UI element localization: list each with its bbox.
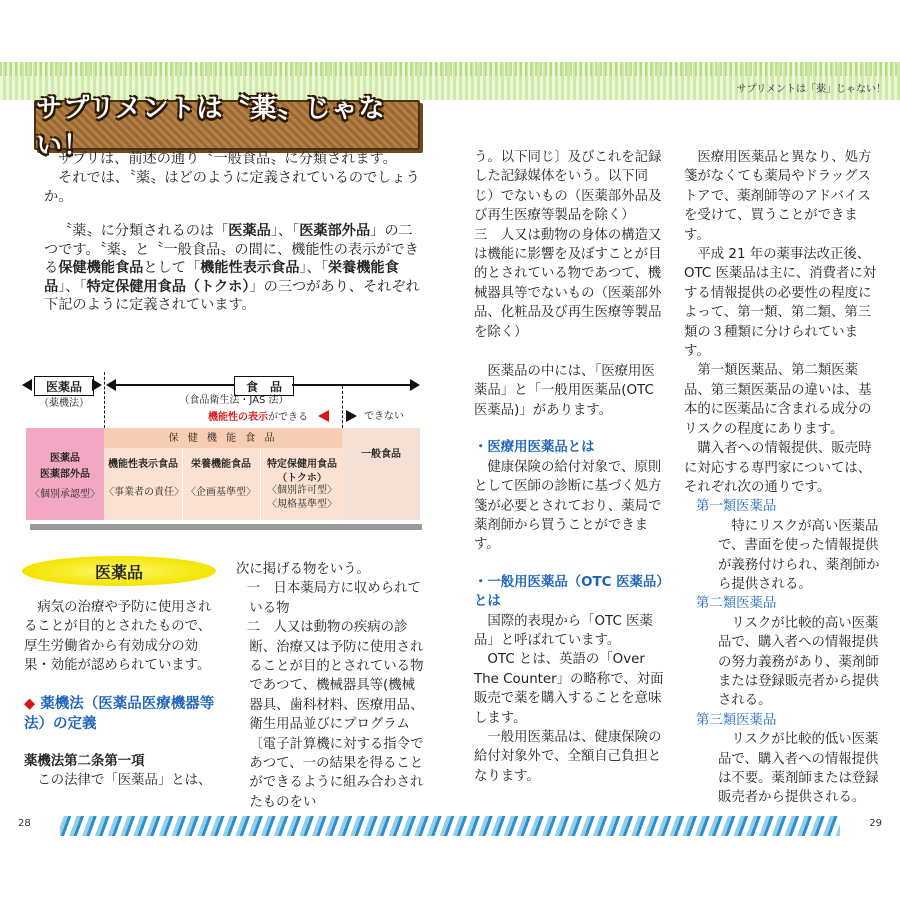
general-food-column — [342, 428, 420, 520]
label-drug: 医薬品 — [34, 376, 94, 396]
arrow-right-head — [92, 379, 102, 391]
left-column — [24, 598, 220, 790]
classification-diagram — [24, 372, 426, 530]
col-functional-title: 機能性表示食品 — [108, 459, 178, 470]
divider — [342, 386, 343, 428]
middle-column — [236, 560, 428, 812]
class1-text: 特にリスクが高い医薬品で、書面を使った情報提供が義務付けられ、薬剤師から提供される。 — [718, 518, 880, 592]
page-title: サプリメントは〝薬〟じゃない！ — [36, 94, 386, 161]
section-pill: 医薬品 — [22, 556, 216, 586]
page-number-right: 29 — [869, 818, 882, 829]
running-header: サプリメントは「薬」じゃない！ — [736, 84, 886, 95]
col-functional-sub: 〈事業者の責任〉 — [104, 487, 184, 498]
law-item: 次に掲げる物をいう。 — [236, 562, 370, 577]
otc-text2: OTC とは、英語の「Over The Counter」の略称で、対面販売で薬を購入することを意味します。 — [474, 652, 664, 726]
red-triangle — [318, 410, 329, 422]
class1-heading: 第一類医薬品 — [696, 499, 777, 515]
page-number-left: 28 — [18, 818, 31, 829]
intro-para2: 〝薬〟に分類されるのは「医薬品」、「医薬部外品」の二つです。〝薬〟と〝一般食品〟の間に、機能性の表示ができる保健機能食品として「機能性表示食品」、「栄養機能食品」、「特定保健用食品（トクホ）」の三つがあり、それぞれ下記のように定義されています。 — [44, 223, 420, 313]
otc-info: 購入者への情報提供、販売時に対応する専門家については、それぞれ次の通りです。 — [684, 441, 872, 495]
label-food: 食 品 — [234, 376, 294, 396]
otc-text1: 国際的表現から「OTC 医薬品」と呼ばれています。 — [474, 613, 653, 648]
pink-quasi-drug: 医薬部外品 — [40, 469, 90, 480]
intro-line2: それでは、〝薬〟はどのように定義されているのでしょうか。 — [44, 170, 420, 205]
class2-heading: 第二類医薬品 — [696, 596, 777, 612]
class3-text: リスクが比較的低い医薬品で、購入者への情報提供は不要。薬剤師または登録販売者から提供される。 — [718, 732, 879, 806]
pink-drug: 医薬品 — [50, 453, 80, 464]
divider — [260, 448, 261, 520]
fourth-column — [684, 148, 880, 808]
col-tokuho-sub: 〈個別許可型〉〈規格基準型〉 — [267, 485, 337, 510]
func-line: 機能性の表示ができる — [208, 412, 308, 423]
food-arrow-line — [116, 384, 234, 386]
law-food: （食品衛生法・JAS 法） — [179, 395, 289, 406]
pink-approval: 〈個別承認型〉 — [30, 489, 100, 500]
law-drug: （薬機法） — [39, 398, 89, 409]
col-tokuho-title: 特定保健用食品（トクホ） — [267, 459, 337, 484]
black-triangle — [346, 410, 357, 422]
arrow-left-head — [22, 379, 32, 391]
law-article: 薬機法第二条第一項 — [24, 753, 145, 769]
otc-purchase: 医療用医薬品と異なり、処方箋がなくても薬局やドラッグストアで、薬剤師等のアドバイスを受けて、買うことができます。 — [684, 150, 872, 243]
health-food-title: 保 健 機 能 食 品 — [168, 433, 278, 444]
diagram-shadow — [30, 524, 422, 530]
law-item-3: 三 人又は動物の身体の構造又は機能に影響を及ぼすことが目的とされている物であつて、機械器具等でないもの（医薬部外品、化粧品及び再生医療等製品を除く） — [474, 227, 662, 340]
law-text: この法律で「医薬品」とは、 — [37, 773, 212, 789]
law-continued: う。以下同じ〕及びこれを記録した記録媒体をいう。以下同じ）でないもの（医薬部外品及び再生医療等製品を除く） — [474, 150, 662, 224]
diamond-icon: ◆ — [24, 695, 41, 712]
otc-text3: 一般用医薬品は、健康保険の給付対象外で、全額自己負担となります。 — [474, 729, 662, 784]
otc-heading: ・一般用医薬品（OTC 医薬品）とは — [474, 574, 663, 610]
otc-risk: 第一類医薬品、第二類医薬品、第三類医薬品の違いは、基本的に医薬品に含まれる成分のリスクの程度にあります。 — [684, 363, 872, 437]
third-column — [474, 148, 666, 786]
otc-classes: 平成 21 年の薬事法改正後、OTC 医薬品は主に、消費者に対する情報提供の必要性の程度によって、第一類、第二類、第三類の３種類に分けられています。 — [684, 247, 877, 360]
class3-heading: 第三類医薬品 — [696, 712, 777, 728]
drug-types: 医薬品の中には、「医療用医薬品」と「一般用医薬品(OTC医薬品)」があります。 — [474, 364, 655, 418]
rx-text: 健康保険の給付対象で、原則として医師の診断に基づく処方箋が必要とされており、薬局で薬剤師から買うことができます。 — [474, 459, 662, 553]
top-grass-pattern — [0, 62, 900, 76]
arrow-right-head — [410, 379, 420, 391]
arrow-left-head — [106, 379, 116, 391]
general-food: 一般食品 — [361, 449, 401, 460]
col-nutrition-title: 栄養機能食品 — [191, 459, 251, 470]
class2-text: リスクが比較的高い医薬品で、購入者への情報提供の努力義務があり、薬剤師または登録販売者から提供される。 — [718, 615, 879, 709]
drug-description: 病気の治療や予防に使用されることが目的とされたもので、厚生労働省から有効成分の効果・効能が認められています。 — [24, 600, 212, 674]
divider — [104, 372, 105, 428]
law-item-2: 二 人又は動物の疾病の診断、治療又は予防に使用されることが目的とされている物であつて、機械器具等(機械器具、歯科材料、医療用品、衛生用品並びにプログラム〔電子計算機に対する指令であつて、一の結果を得ることができるように組み合わされたものをい — [246, 620, 424, 810]
rx-heading: ・医療用医薬品とは — [474, 440, 595, 456]
col-nutrition-sub: 〈企画基準型〉 — [186, 487, 256, 498]
food-arrow-line — [292, 384, 410, 386]
law-item-1: 一 日本薬局方に収められている物 — [246, 581, 421, 616]
bottom-decorative-band — [0, 816, 900, 836]
intro-line1: サプリは、前述の通り〝一般食品〟に分類されます。 — [58, 151, 397, 167]
func-cannot: できない — [364, 411, 404, 422]
law-heading: ◆ 薬機法（医薬品医療機器等法）の定義 — [24, 695, 215, 732]
